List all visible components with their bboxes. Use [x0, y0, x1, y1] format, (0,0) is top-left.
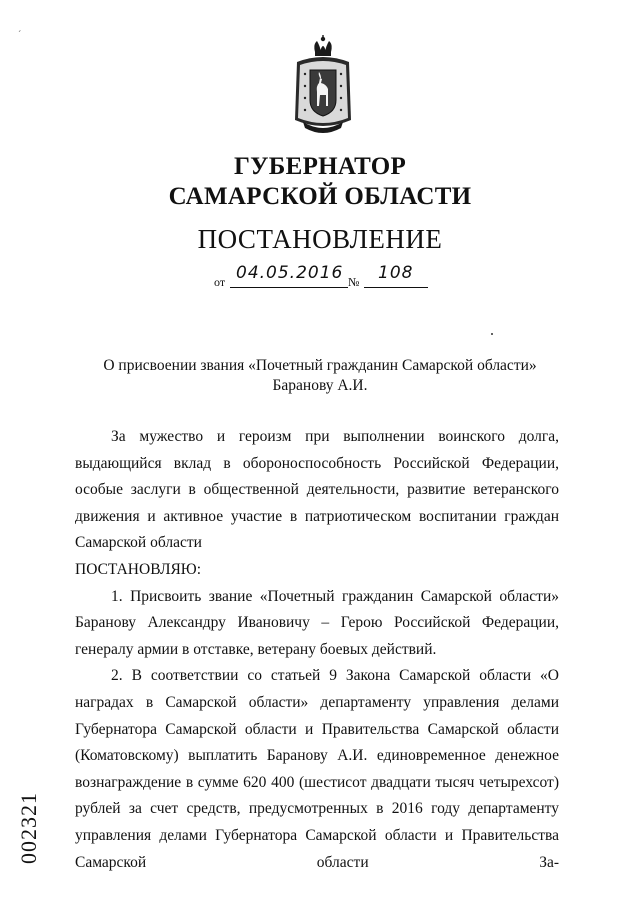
item-2-paragraph: 2. В соответствии со статьей 9 Закона Самарской области «О наградах в Самарской области» департаменту управления делами Губернатора Самарской области и Правительства Самарской области (Коматовскому) выплатить Баранову А.И. единовременное денежное вознаграждение в сумме 620 400 (шестисот двадцати тысяч четырехсот) рублей за счет средств, предусмотренных в 2016 году департаменту управления делами Губернатора Самарской области и Правительства Самарской области За-	[75, 667, 559, 871]
sheet-serial-number	[16, 780, 42, 875]
handwritten-date: 04.05.2016	[236, 263, 344, 283]
number-underline	[364, 287, 428, 288]
sheet-serial-number-text: 002321	[16, 791, 41, 864]
number-prefix: №	[348, 275, 360, 289]
decree-word: ПОСТАНОВЛЯЮ:	[75, 560, 202, 578]
document-type-title: ПОСТАНОВЛЕНИЕ	[197, 224, 443, 254]
date-prefix: от	[214, 275, 226, 289]
scan-speck	[491, 333, 493, 335]
date-underline	[230, 287, 348, 288]
document-subject	[0, 356, 640, 396]
subject-line2: Баранову А.И.	[272, 377, 368, 394]
scan-tick-mark: ´	[18, 30, 22, 41]
document-body	[75, 424, 559, 876]
preamble-paragraph: За мужество и героизм при выполнении воинского долга, выдающийся вклад в обороноспособность Российской Федерации, особые заслуги в общественной деятельности, развитие ветеранского движения и активное участие в патриотическом воспитании граждан Самарской области	[75, 428, 559, 552]
item-1-paragraph: 1. Присвоить звание «Почетный гражданин Самарской области» Баранову Александру Ивановичу – Герою Российской Федерации, генералу армии в отставке, ветерану боевых действий.	[75, 587, 559, 658]
samara-coat-of-arms-icon	[293, 34, 353, 138]
subject-line1: О присвоении звания «Почетный гражданин Самарской области»	[103, 357, 537, 374]
authority-title-line1: ГУБЕРНАТОР	[233, 153, 407, 180]
handwritten-number: 108	[378, 263, 414, 283]
authority-title-line2: САМАРСКОЙ ОБЛАСТИ	[168, 183, 472, 210]
